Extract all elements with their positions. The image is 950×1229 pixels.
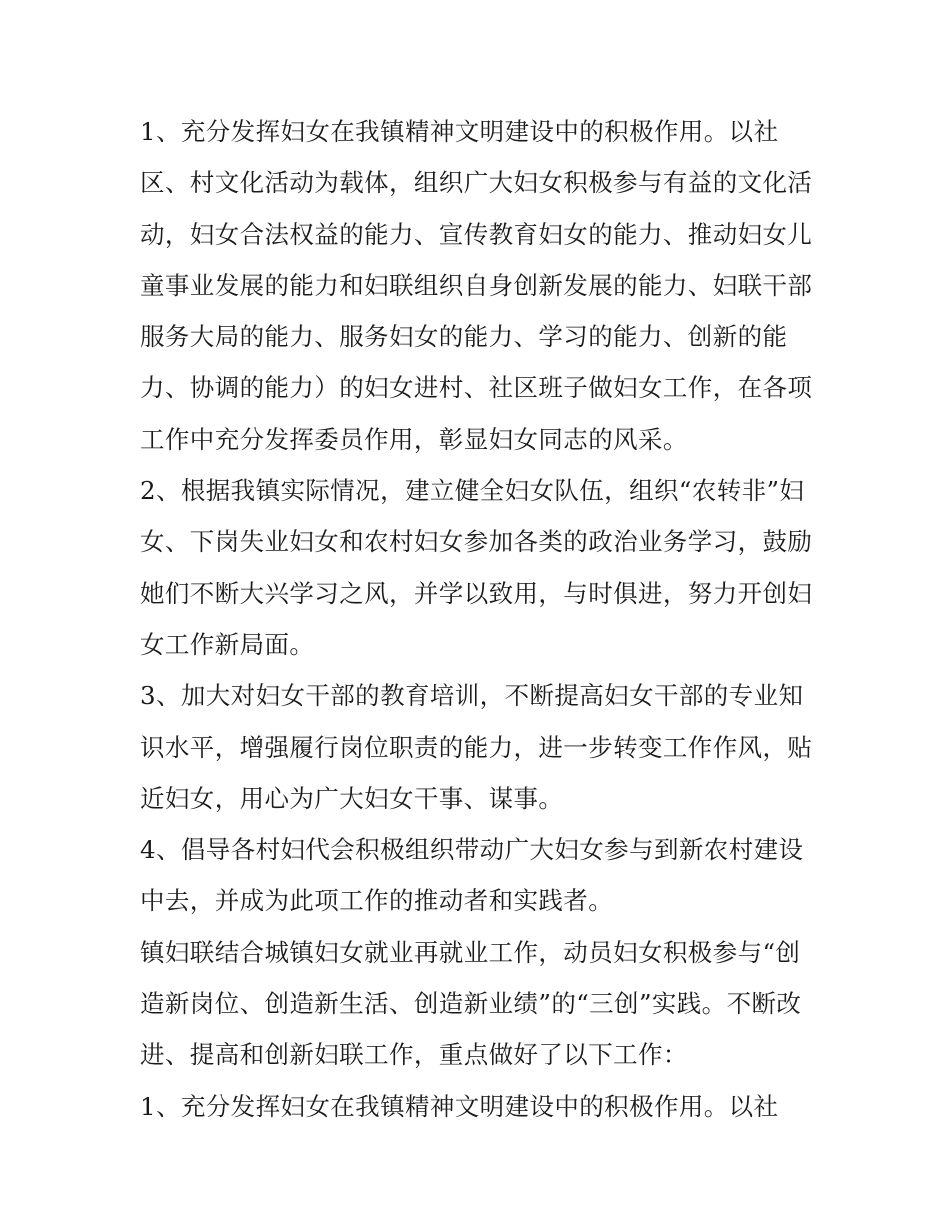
text-line-16: 中去，并成为此项工作的推动者和实践者。 <box>140 886 614 916</box>
text-line-13: 识水平，增强履行岗位职责的能力，进一步转变工作作风，贴 <box>140 732 813 762</box>
text-line-8: 2、根据我镇实际情况，建立健全妇女队伍，组织“农转非”妇 <box>140 476 805 506</box>
text-line-19: 进、提高和创新妇联工作，重点做好了以下工作： <box>140 1040 688 1070</box>
text-line-12: 3、加大对妇女干部的教育培训，不断提高妇女干部的专业知 <box>140 681 804 711</box>
text-line-6: 力、协调的能力）的妇女进村、社区班子做妇女工作，在各项 <box>140 373 813 403</box>
text-line-18: 造新岗位、创造新生活、创造新业绩”的“三创”实践。不断改 <box>140 989 802 1019</box>
document-body <box>140 106 820 1132</box>
text-line-4: 童事业发展的能力和妇联组织自身创新发展的能力、妇联干部 <box>140 270 813 300</box>
text-line-11: 女工作新局面。 <box>140 629 315 659</box>
text-line-15: 4、倡导各村妇代会积极组织带动广大妇女参与到新农村建设 <box>140 835 804 865</box>
text-line-9: 女、下岗失业妇女和农村妇女参加各类的政治业务学习，鼓励 <box>140 527 813 557</box>
text-line-17: 镇妇联结合城镇妇女就业再就业工作，动员妇女积极参与“创 <box>140 937 801 967</box>
text-line-3: 动，妇女合法权益的能力、宣传教育妇女的能力、推动妇女儿 <box>140 219 813 249</box>
text-line-1: 1、充分发挥妇女在我镇精神文明建设中的积极作用。以社 <box>140 117 779 146</box>
text-line-10: 她们不断大兴学习之风，并学以致用，与时俱进，努力开创妇 <box>140 578 813 608</box>
text-line-20: 1、充分发挥妇女在我镇精神文明建设中的积极作用。以社 <box>140 1091 779 1121</box>
text-line-5: 服务大局的能力、服务妇女的能力、学习的能力、创新的能 <box>140 322 788 352</box>
text-line-2: 区、村文化活动为载体，组织广大妇女积极参与有益的文化活 <box>140 168 813 198</box>
text-line-14: 近妇女，用心为广大妇女干事、谋事。 <box>140 783 564 813</box>
text-line-7: 工作中充分发挥委员作用，彰显妇女同志的风采。 <box>140 424 688 454</box>
